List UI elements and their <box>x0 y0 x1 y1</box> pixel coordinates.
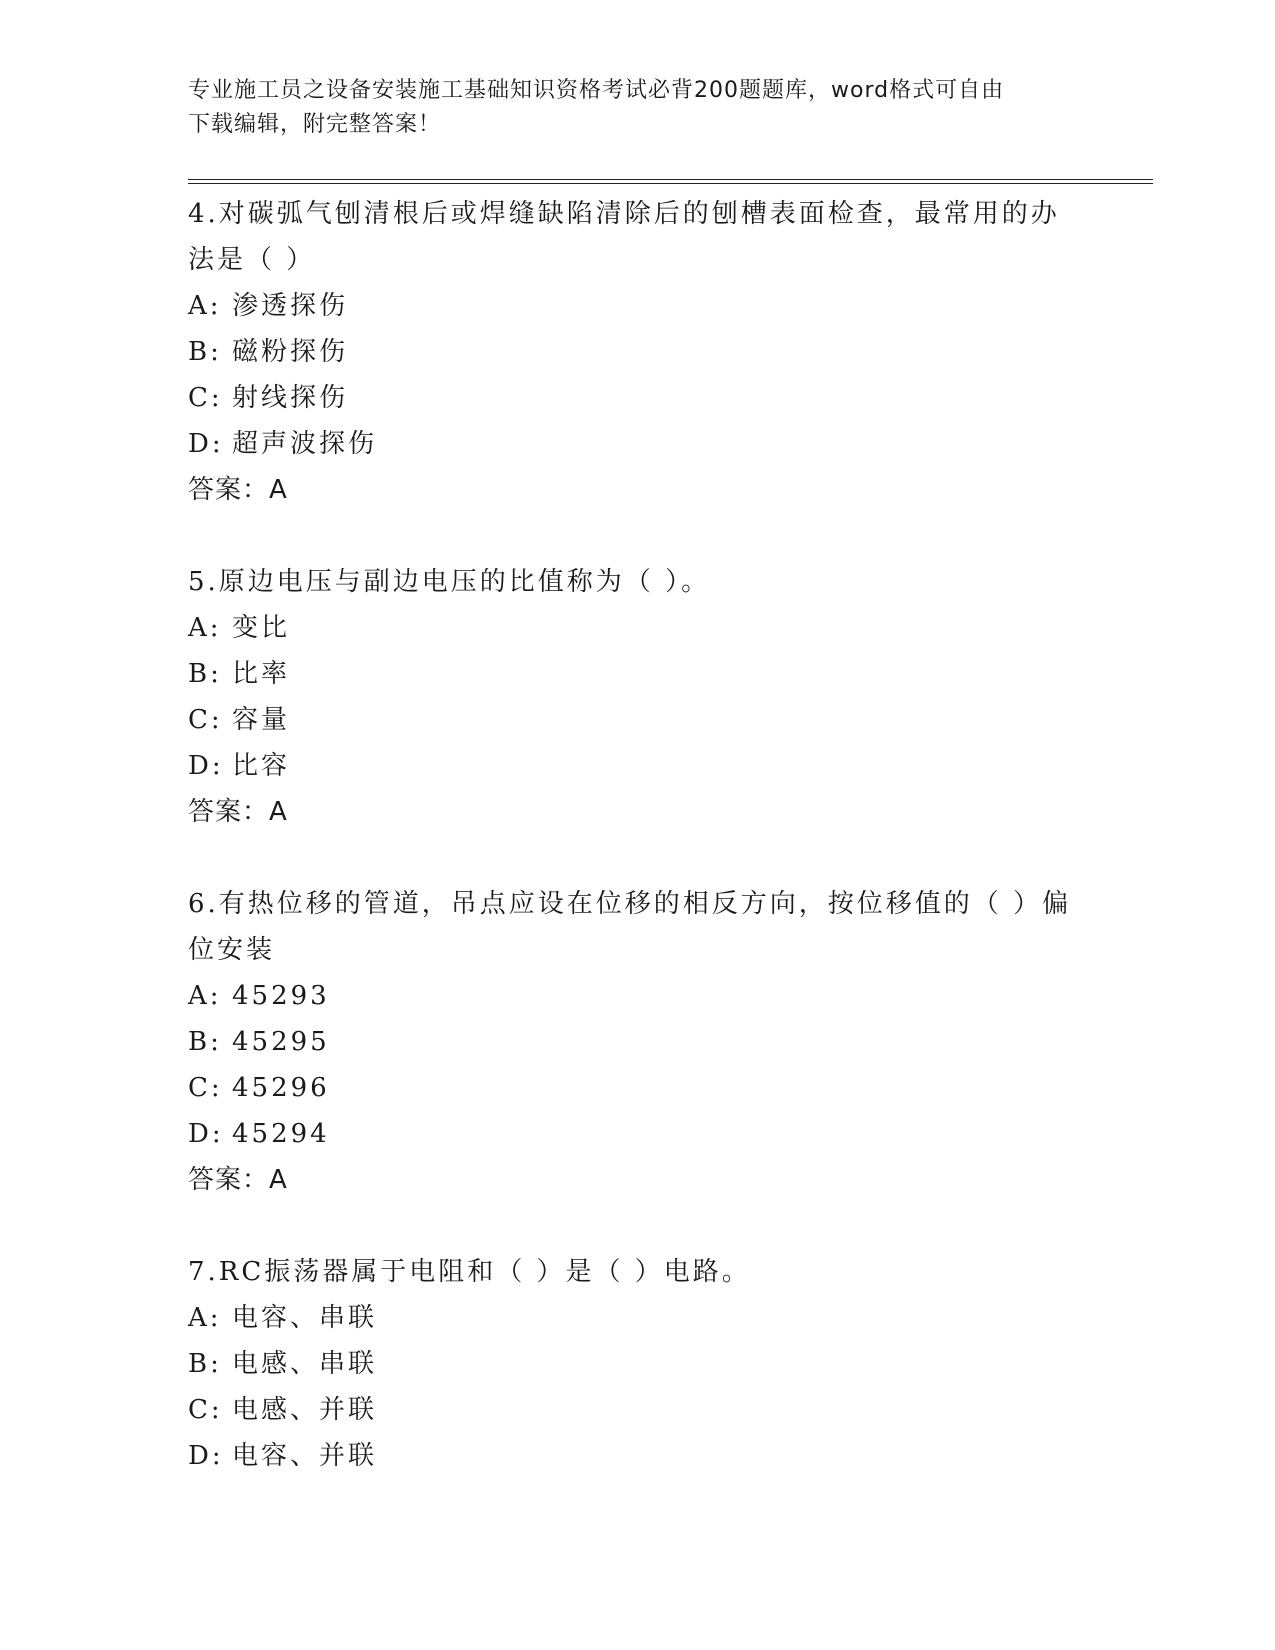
option-text: 45294 <box>232 1119 330 1149</box>
option-text: 变比 <box>232 613 291 643</box>
question-text: 5.原边电压与副边电压的比值称为（ ）。 <box>188 567 711 597</box>
option-text: 电容、并联 <box>232 1441 378 1471</box>
header-divider-top <box>188 179 1153 180</box>
answer-option <box>188 973 1088 1019</box>
option-text: 射线探伤 <box>232 383 349 413</box>
document-header <box>188 74 1068 142</box>
answer-key: 答案：A <box>188 475 288 505</box>
answer-option <box>188 1387 1088 1433</box>
option-text: 渗透探伤 <box>232 291 349 321</box>
answer-option <box>188 283 1088 329</box>
answer-option <box>188 1111 1088 1157</box>
option-text: 45295 <box>232 1027 330 1057</box>
question-text: 7.RC振荡器属于电阻和（ ）是（ ）电路。 <box>188 1257 751 1287</box>
option-label: B: <box>188 659 222 689</box>
answer-option <box>188 1019 1088 1065</box>
option-text: 比率 <box>232 659 291 689</box>
header-line-2: 下载编辑，附完整答案！ <box>188 112 442 137</box>
option-label: C: <box>188 1073 223 1103</box>
option-text: 磁粉探伤 <box>232 337 349 367</box>
question-text: 法是（ ） <box>188 245 316 275</box>
answer-option <box>188 421 1088 467</box>
question-text: 位安装 <box>188 935 276 965</box>
header-divider-bottom <box>188 183 1153 184</box>
question-block <box>188 191 1088 513</box>
question-list <box>188 191 1088 1525</box>
option-text: 电容、串联 <box>232 1303 378 1333</box>
option-label: B: <box>188 1349 222 1379</box>
option-label: C: <box>188 383 223 413</box>
option-label: D: <box>188 1441 224 1471</box>
option-text: 45296 <box>232 1073 330 1103</box>
option-text: 电感、串联 <box>232 1349 378 1379</box>
question-block <box>188 881 1088 1203</box>
question-block <box>188 559 1088 835</box>
option-label: A: <box>188 981 222 1011</box>
option-label: B: <box>188 337 222 367</box>
option-label: C: <box>188 705 223 735</box>
option-text: 比容 <box>232 751 291 781</box>
option-label: B: <box>188 1027 222 1057</box>
option-text: 电感、并联 <box>232 1395 378 1425</box>
option-label: D: <box>188 429 224 459</box>
answer-option <box>188 743 1088 789</box>
option-text: 45293 <box>232 981 330 1011</box>
option-label: D: <box>188 1119 224 1149</box>
answer-option <box>188 1433 1088 1479</box>
question-text: 4.对碳弧气刨清根后或焊缝缺陷清除后的刨槽表面检查，最常用的办 <box>188 199 1060 229</box>
answer-option <box>188 651 1088 697</box>
answer-option <box>188 605 1088 651</box>
option-label: A: <box>188 291 222 321</box>
header-line-1: 专业施工员之设备安装施工基础知识资格考试必背200题题库，word格式可自由 <box>188 78 1005 103</box>
answer-option <box>188 329 1088 375</box>
option-label: C: <box>188 1395 223 1425</box>
question-block <box>188 1249 1088 1479</box>
answer-option <box>188 1295 1088 1341</box>
option-text: 超声波探伤 <box>232 429 378 459</box>
question-text: 6.有热位移的管道，吊点应设在位移的相反方向，按位移值的（ ）偏 <box>188 889 1072 919</box>
answer-option <box>188 1341 1088 1387</box>
answer-key: 答案：A <box>188 1165 288 1195</box>
answer-option <box>188 375 1088 421</box>
option-label: D: <box>188 751 224 781</box>
answer-key: 答案：A <box>188 797 288 827</box>
option-label: A: <box>188 1303 222 1333</box>
option-text: 容量 <box>232 705 291 735</box>
answer-option <box>188 1065 1088 1111</box>
option-label: A: <box>188 613 222 643</box>
answer-option <box>188 697 1088 743</box>
